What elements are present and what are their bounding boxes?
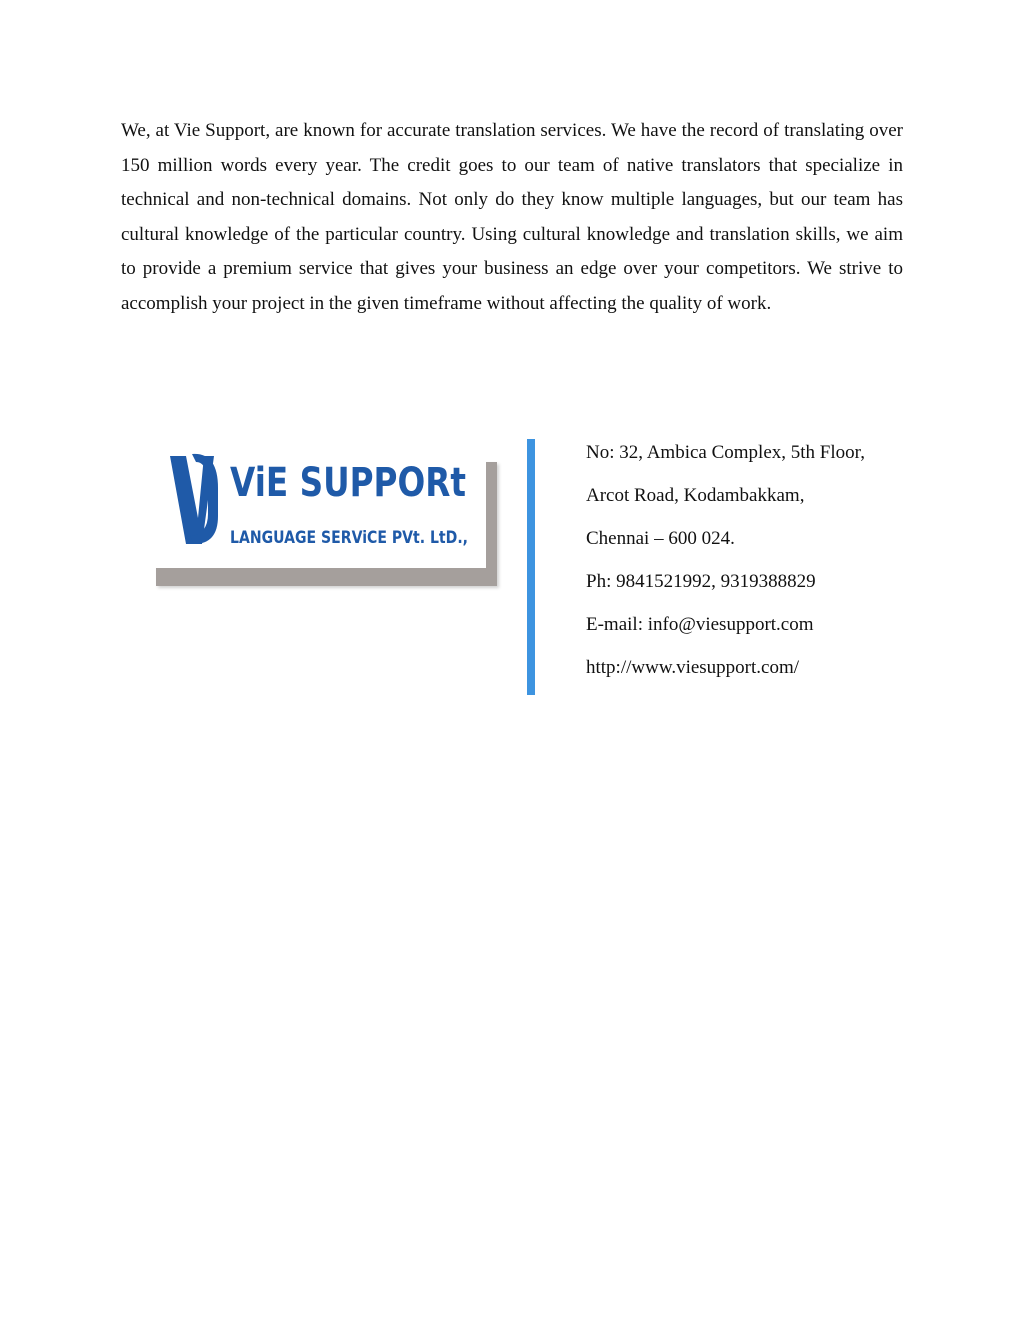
contact-block	[586, 438, 946, 696]
logo-card	[152, 444, 486, 568]
address-city: Chennai – 600 024.	[586, 528, 735, 549]
vertical-divider	[527, 439, 535, 695]
address-line-1: No: 32, Ambica Complex, 5th Floor,	[586, 442, 865, 463]
address-line-2: Arcot Road, Kodambakkam,	[586, 485, 805, 506]
contact-email[interactable]: E-mail: info@viesupport.com	[586, 614, 814, 635]
logo-tagline-text: LANGUAGE SERViCE PVt. LtD.,	[230, 528, 468, 548]
contact-phone: Ph: 9841521992, 9319388829	[586, 571, 816, 592]
contact-website-link[interactable]: http://www.viesupport.com/	[586, 657, 800, 678]
company-logo	[152, 444, 500, 589]
logo-brand-text: ViE SUPPORt	[230, 460, 466, 506]
intro-paragraph: We, at Vie Support, are known for accurate translation services. We have the record of translating over 150 million words every year. The credit goes to our team of native translators that specialize in technical and non-technical domains. Not only do they know multiple languages, but our team has cultural knowledge of the particular country. Using cultural knowledge and translation skills, we aim to provide a premium service that gives your business an edge over your competitors. We strive to accomplish your project in the given timeframe without affecting the quality of work.	[121, 120, 903, 314]
vie-support-logo-graphic	[152, 444, 486, 568]
